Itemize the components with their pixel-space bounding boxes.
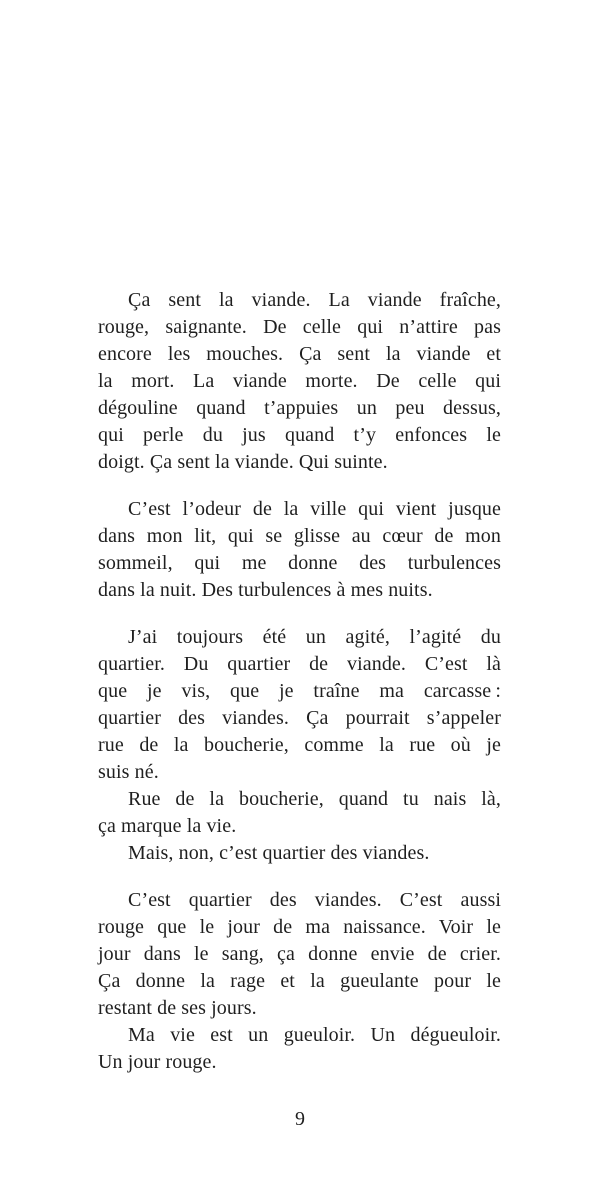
paragraph [98,1022,501,1076]
text-line: C’est quartier des viandes. C’est aussi [128,889,501,911]
text-line: Ça sent la viande. La viande fraîche, [128,289,501,311]
text-line: rue de la boucherie, comme la rue où je [98,734,501,756]
text-line: ça marque la vie. [98,815,237,837]
paragraph [98,287,501,476]
text-line: dégouline quand t’appuies un peu dessus, [98,397,501,419]
paragraph [98,887,501,1022]
text-line: encore les mouches. Ça sent la viande et [98,343,501,365]
text-block [98,287,501,1076]
text-line: que je vis, que je traîne ma carcasse : [98,680,501,702]
text-line: sommeil, qui me donne des turbulences [98,552,501,574]
text-line: C’est l’odeur de la ville qui vient jusque [128,498,501,520]
text-line: suis né. [98,761,159,783]
text-line: la mort. La viande morte. De celle qui [98,370,501,392]
paragraph [98,624,501,786]
text-line: Mais, non, c’est quartier des viandes. [128,842,430,864]
text-line: quartier des viandes. Ça pourrait s’appeler [98,707,501,729]
paragraph [98,840,501,867]
text-line: jour dans le sang, ça donne envie de crier. [98,943,501,965]
text-line: J’ai toujours été un agité, l’agité du [128,626,501,648]
text-line: Un jour rouge. [98,1051,217,1073]
paragraph [98,786,501,840]
text-line: qui perle du jus quand t’y enfonces le [98,424,501,446]
text-line: Rue de la boucherie, quand tu nais là, [128,788,501,810]
text-line: restant de ses jours. [98,997,257,1019]
text-line: Ça donne la rage et la gueulante pour le [98,970,501,992]
text-line: dans la nuit. Des turbulences à mes nuits. [98,579,433,601]
text-line: rouge que le jour de ma naissance. Voir le [98,916,501,938]
text-line: Ma vie est un gueuloir. Un dégueuloir. [128,1024,501,1046]
text-line: doigt. Ça sent la viande. Qui suinte. [98,451,388,473]
text-line: quartier. Du quartier de viande. C’est là [98,653,501,675]
text-line: dans mon lit, qui se glisse au cœur de mon [98,525,501,547]
text-line: rouge, saignante. De celle qui n’attire pas [98,316,501,338]
paragraph [98,496,501,604]
page-number: 9 [295,1108,305,1130]
